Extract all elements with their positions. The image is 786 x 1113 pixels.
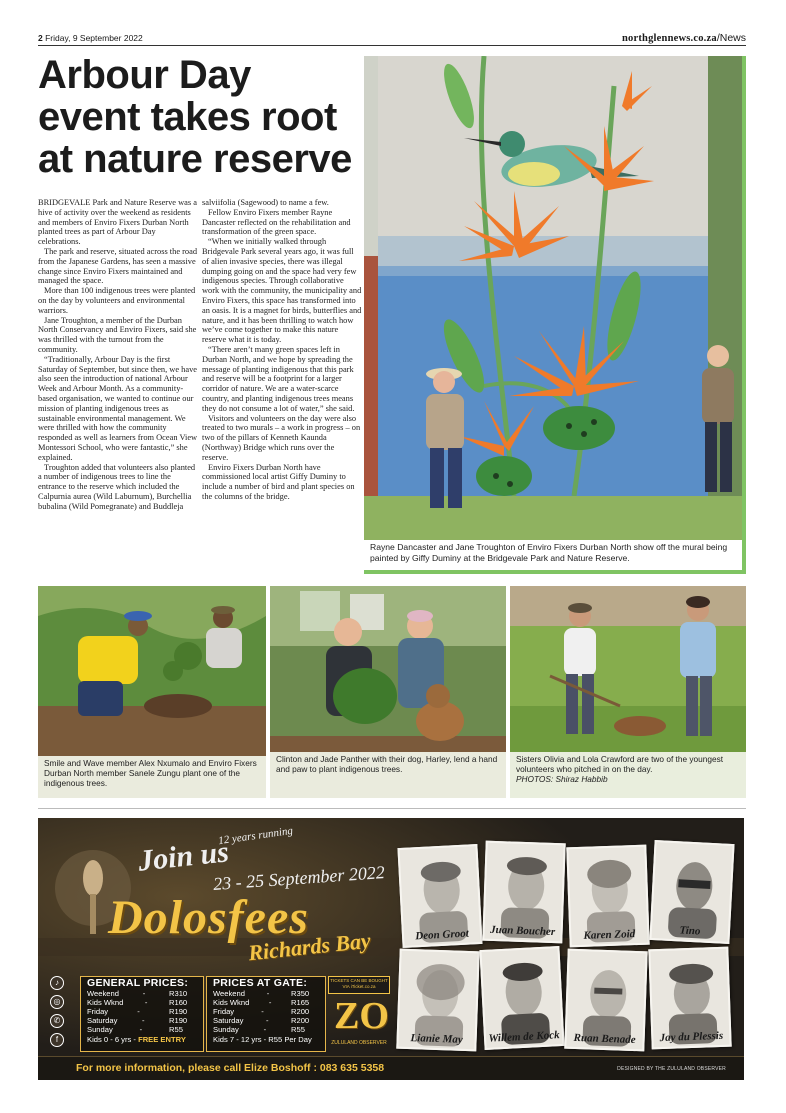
festival-title: Dolosfees xyxy=(108,891,309,944)
price-value: R55 xyxy=(290,1025,305,1034)
join-us: Join us xyxy=(136,835,231,878)
dash: - xyxy=(263,1025,267,1034)
zo-subtitle: ZULULAND OBSERVER xyxy=(331,1040,387,1046)
info-bar xyxy=(38,1056,744,1080)
dolosfees-advert[interactable] xyxy=(38,818,744,1080)
facebook-icon[interactable]: f xyxy=(50,1033,64,1047)
price-value: R350 xyxy=(290,989,310,998)
tiktok-icon[interactable]: ♪ xyxy=(50,976,64,990)
mural-photo xyxy=(364,56,746,540)
dash: - xyxy=(139,1025,143,1034)
price-row xyxy=(213,1025,319,1034)
photo-credit: PHOTOS: Shiraz Habbib xyxy=(516,773,608,784)
paragraph: Jane Troughton, a member of the Durban North Conservancy and Enviro Fixers, said she was thrilled with the turnout from the community. xyxy=(38,315,197,354)
artist-portrait xyxy=(649,840,734,944)
price-row xyxy=(87,1016,197,1025)
artist-portrait xyxy=(396,949,479,1052)
dash: - xyxy=(261,1007,264,1016)
whatsapp-icon[interactable]: ✆ xyxy=(50,1014,64,1028)
kids-price: Kids 0 - 6 yrs - FREE ENTRY xyxy=(87,1035,186,1044)
page-info: 2 Friday, 9 September 2022 xyxy=(38,33,143,43)
price-value: R200 xyxy=(290,1007,310,1016)
paragraph: “Traditionally, Arbour Day is the first Saturday of September, but since then, we have also seen the introduction of national Arbour Week and Arbour Month. As a community-based organisation, we wanted to continue our mission of planting indigenous trees as sustainable environmental management. We were thrilled with how the community responded as well as learners from Ocean View Montessori School, who were fantastic,” she explained. xyxy=(38,354,198,462)
zululand-observer-logo[interactable] xyxy=(328,976,390,1058)
artist-portrait xyxy=(648,947,731,1050)
price-value: R310 xyxy=(168,989,188,998)
paragraph: “When we initially walked through Bridgevale Park several years ago, it was full of alien invasive species, there was illegal dumping going on and the space had very few indigenous species. Through collaborative work with the community, the municipality and Enviro Fixers, this space has transformed into an oasis. It is a magnet for birds, butterflies and nature, and it has been thrilling to watch how we’ve come together to make this nature reserve what it is today. xyxy=(202,237,362,345)
price-row xyxy=(87,989,197,998)
planting-caption: Smile and Wave member Alex Nxumalo and Enviro Fixers Durban North member Sanele Zungu plant one of the indigenous trees. xyxy=(38,756,266,798)
artist-portrait xyxy=(482,841,565,944)
price-label: Weekend xyxy=(87,989,119,998)
masthead[interactable]: northglennews.co.za/News xyxy=(622,32,746,44)
paragraph: More than 100 indigenous trees were planted on the day by volunteers and environmental warriors. xyxy=(38,286,196,315)
artist-name: Karen Zoid xyxy=(583,928,636,942)
price-value: R200 xyxy=(291,1016,310,1025)
price-row xyxy=(213,998,319,1007)
artist-name: Deon Groot xyxy=(415,927,470,943)
price-label: Friday xyxy=(213,1007,235,1016)
artist-portrait xyxy=(479,946,564,1050)
dash: - xyxy=(141,1016,145,1025)
price-row xyxy=(87,1025,197,1034)
photo-row xyxy=(38,586,746,798)
paragraph: Troughton added that volunteers also planted a number of indigenous trees to line the entrance to the reserve which included the Calpurnia aurea (Wild Laburnum), Burchellia bubalina (Wild Pomegranate) and Buddleja xyxy=(38,462,196,511)
price-label: Kids Wknd xyxy=(213,998,250,1007)
crawford-photo xyxy=(510,586,746,798)
price-label: Friday xyxy=(87,1007,109,1016)
planting-photo xyxy=(38,586,266,798)
artist-name: Willem de Kock xyxy=(488,1029,560,1045)
ticket-tag: TICKETS CAN BE BOUGHT VIA iTicket.co.za xyxy=(328,976,390,994)
price-value: R55 xyxy=(168,1025,183,1034)
artist-portrait xyxy=(397,844,482,948)
instagram-icon[interactable]: ◎ xyxy=(50,995,64,1009)
festival-dates: 23 - 25 September 2022 xyxy=(212,862,386,894)
paragraph: salviifolia (Sagewood) to name a few. xyxy=(202,198,329,207)
dash: - xyxy=(266,989,270,998)
headline: Arbour Day event takes root at nature reserve xyxy=(38,53,352,181)
designed-by: DESIGNED BY THE ZULULAND OBSERVER xyxy=(617,1066,726,1072)
general-prices-heading: GENERAL PRICES: xyxy=(87,977,189,989)
price-row xyxy=(213,1016,319,1025)
dash: - xyxy=(265,1016,269,1025)
crawford-caption xyxy=(510,752,746,798)
mural-caption: Rayne Dancaster and Jane Troughton of Enviro Fixers Durban North show off the mural being painted by Giffy Duminy at the Bridgevale Park and Nature Reserve. xyxy=(364,540,746,574)
artist-name: Ruan Benade xyxy=(573,1031,636,1047)
years-running: 12 years running xyxy=(217,824,294,848)
divider xyxy=(38,808,746,809)
artist-name: Lianie May xyxy=(410,1032,463,1046)
price-value: R190 xyxy=(169,1016,188,1025)
artist-name: Tino xyxy=(679,924,701,938)
price-value: R160 xyxy=(168,998,188,1007)
contact-info[interactable]: For more information, please call Elize Boshoff : 083 635 5358 xyxy=(76,1062,385,1074)
paragraph: Fellow Enviro Fixers member Rayne Dancaster reflected on the rehabilitation and transformation of the green space. xyxy=(202,207,351,237)
price-label: Sunday xyxy=(213,1025,239,1034)
artist-name: Juan Boucher xyxy=(489,923,556,939)
paragraph: Enviro Fixers Durban North have commissioned local artist Giffy Duminy to include a number of bird and plant species on the columns of the bridge. xyxy=(202,462,355,501)
paragraph: Visitors and volunteers on the day were also treated to two murals – a work in progress – on two of the pillars of Kenneth Kaunda (Northway) Bridge which runs over the reserve. xyxy=(202,413,361,462)
festival-location: Richards Bay xyxy=(246,927,372,966)
price-value: R165 xyxy=(290,998,310,1007)
artist-name: Jay du Plessis xyxy=(659,1029,724,1045)
artist-portraits xyxy=(396,840,736,1052)
article-column-2 xyxy=(202,198,362,502)
kids-label: Kids 7 - 12 yrs xyxy=(213,1035,262,1044)
kids-label: Kids 0 - 6 yrs xyxy=(87,1035,132,1044)
article-column-1 xyxy=(38,198,198,512)
dash: - xyxy=(137,1007,140,1016)
dash: - xyxy=(144,998,148,1007)
price-label: Weekend xyxy=(213,989,245,998)
artist-portrait xyxy=(566,845,649,948)
price-label: Kids Wknd xyxy=(87,998,124,1007)
dash: - xyxy=(142,989,146,998)
price-label: Saturday xyxy=(213,1016,244,1025)
kids-value: FREE ENTRY xyxy=(138,1035,186,1044)
kids-value: R55 Per Day xyxy=(268,1035,312,1044)
gate-prices-heading: PRICES AT GATE: xyxy=(213,977,308,989)
price-value: R190 xyxy=(168,1007,188,1016)
panther-caption: Clinton and Jade Panther with their dog, Harley, lend a hand and paw to plant indigenous trees. xyxy=(270,752,506,798)
price-row xyxy=(213,989,319,998)
paragraph: BRIDGEVALE Park and Nature Reserve was a hive of activity over the weekend as residents and members of Enviro Fixers Durban North planted trees as part of Arbour Day celebrations. xyxy=(38,198,197,247)
zo-mark: ZO xyxy=(334,995,389,1037)
general-prices xyxy=(80,976,204,1052)
kids-price: Kids 7 - 12 yrs - R55 Per Day xyxy=(213,1035,312,1044)
gate-prices xyxy=(206,976,326,1052)
dash: - xyxy=(268,998,272,1007)
price-row xyxy=(87,1007,197,1016)
page-header xyxy=(38,32,746,46)
crawford-caption-text: Sisters Olivia and Lola Crawford are two of the youngest volunteers who pitched in on the day. xyxy=(516,754,724,774)
price-label: Sunday xyxy=(87,1025,113,1034)
social-icons xyxy=(50,976,66,1052)
price-row xyxy=(213,1007,319,1016)
panther-photo xyxy=(270,586,506,798)
paragraph: The park and reserve, situated across the road from the Japanese Gardens, has seen a massive change since Enviro Fixers maintained and managed the space. xyxy=(38,246,198,286)
price-row xyxy=(87,998,197,1007)
paragraph: “There aren’t many green spaces left in Durban North, and we hope by spreading the message of planting indigenous that this park and reserve will be a footprint for a larger corridor of nature. We are a water-scarce country, and planting indigenous trees means they do not consume a lot of water,” she said. xyxy=(202,344,355,413)
artist-portrait xyxy=(564,949,647,1052)
price-label: Saturday xyxy=(87,1016,118,1025)
